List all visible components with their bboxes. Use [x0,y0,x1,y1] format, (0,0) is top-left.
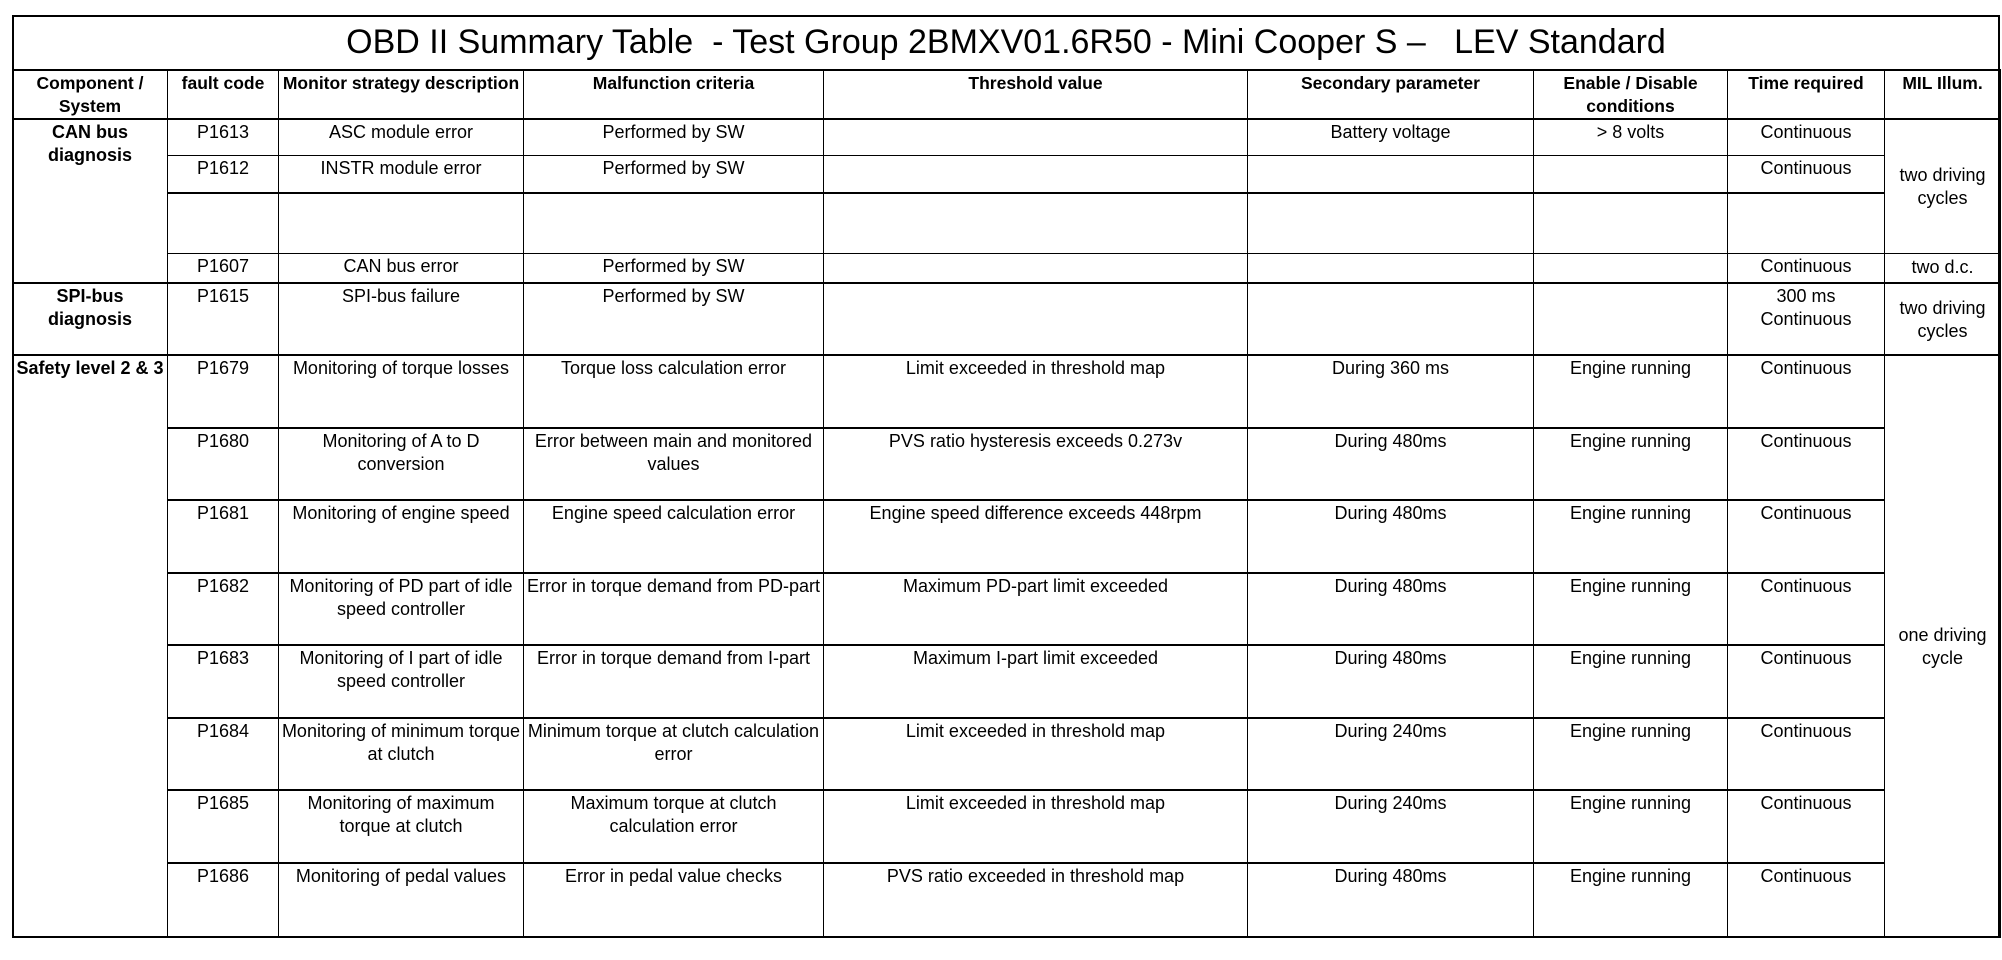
cell-fault-code: P1607 [168,254,279,283]
cell-time-required: Continuous [1728,254,1885,283]
table-row [13,283,2001,356]
mil-can: two driving cycles [1885,119,2001,254]
system-label-safety: Safety level 2 & 3 [13,355,168,937]
cell-enable-conditions [1534,283,1728,356]
table-row [13,718,2001,791]
cell-threshold-value: Maximum PD-part limit exceeded [824,573,1248,646]
cell-fault-code: P1679 [168,355,279,428]
table-row [13,645,2001,718]
cell-enable-conditions: Engine running [1534,355,1728,428]
cell-secondary-parameter: During 480ms [1248,863,1534,938]
cell-secondary-parameter: During 240ms [1248,790,1534,863]
cell-monitor-description: INSTR module error [279,156,524,193]
cell-fault-code: P1613 [168,119,279,156]
table-row [13,156,2001,193]
header-enable-disable: Enable / Disable conditions [1534,70,1728,119]
cell-time-required: Continuous [1728,156,1885,193]
cell-enable-conditions: Engine running [1534,863,1728,938]
table-row [13,573,2001,646]
cell-fault-code: P1612 [168,156,279,193]
cell-threshold-value: Maximum I-part limit exceeded [824,645,1248,718]
header-mil-illum: MIL Illum. [1885,70,2001,119]
cell-fault-code: P1683 [168,645,279,718]
cell-threshold-value [824,119,1248,156]
cell-malfunction-criteria: Error in pedal value checks [524,863,824,938]
cell-malfunction-criteria: Error in torque demand from PD-part [524,573,824,646]
cell-secondary-parameter [1248,254,1534,283]
table-row [13,863,2001,938]
cell-monitor-description: Monitoring of minimum torque at clutch [279,718,524,791]
cell-malfunction-criteria: Torque loss calculation error [524,355,824,428]
cell-time-required: Continuous [1728,573,1885,646]
header-monitor-strategy: Monitor strategy description [279,70,524,119]
cell-enable-conditions: Engine running [1534,718,1728,791]
cell-enable-conditions: > 8 volts [1534,119,1728,156]
table-row [13,500,2001,573]
table-row [13,193,2001,254]
cell-secondary-parameter [1248,156,1534,193]
cell-time-required: Continuous [1728,645,1885,718]
cell-fault-code: P1615 [168,283,279,356]
table-body [13,119,2001,938]
cell-threshold-value [824,254,1248,283]
header-secondary-parameter: Secondary parameter [1248,70,1534,119]
cell-malfunction-criteria: Error in torque demand from I-part [524,645,824,718]
cell-time-required [1728,193,1885,254]
cell-malfunction-criteria: Performed by SW [524,283,824,356]
cell-secondary-parameter [1248,283,1534,356]
mil-safety: one driving cycle [1885,355,2001,937]
cell-enable-conditions: Engine running [1534,500,1728,573]
cell-secondary-parameter: During 480ms [1248,428,1534,501]
cell-enable-conditions: Engine running [1534,573,1728,646]
header-row [13,70,2001,119]
cell-time-required: Continuous [1728,718,1885,791]
cell-time-required: Continuous [1728,355,1885,428]
table-row [13,355,2001,428]
header-malfunction-criteria: Malfunction criteria [524,70,824,119]
table-row [13,428,2001,501]
cell-malfunction-criteria: Minimum torque at clutch calculation error [524,718,824,791]
cell-malfunction-criteria: Performed by SW [524,119,824,156]
cell-monitor-description: CAN bus error [279,254,524,283]
cell-malfunction-criteria: Performed by SW [524,254,824,283]
cell-monitor-description: Monitoring of torque losses [279,355,524,428]
cell-time-required: Continuous [1728,119,1885,156]
cell-monitor-description: ASC module error [279,119,524,156]
cell-monitor-description: Monitoring of pedal values [279,863,524,938]
table-row [13,119,2001,156]
header-threshold-value: Threshold value [824,70,1248,119]
cell-secondary-parameter: Battery voltage [1248,119,1534,156]
cell-enable-conditions [1534,193,1728,254]
cell-threshold-value [824,193,1248,254]
cell-enable-conditions: Engine running [1534,790,1728,863]
cell-secondary-parameter: During 480ms [1248,500,1534,573]
cell-malfunction-criteria: Maximum torque at clutch calculation error [524,790,824,863]
cell-time-required: Continuous [1728,790,1885,863]
cell-time-required: Continuous [1728,863,1885,938]
cell-malfunction-criteria: Engine speed calculation error [524,500,824,573]
cell-threshold-value [824,283,1248,356]
cell-malfunction-criteria: Performed by SW [524,156,824,193]
cell-fault-code: P1685 [168,790,279,863]
cell-enable-conditions [1534,156,1728,193]
obd-summary-table [12,69,2001,938]
cell-secondary-parameter [1248,193,1534,254]
cell-enable-conditions [1534,254,1728,283]
cell-malfunction-criteria [524,193,824,254]
cell-threshold-value: PVS ratio exceeded in threshold map [824,863,1248,938]
cell-threshold-value: PVS ratio hysteresis exceeds 0.273v [824,428,1248,501]
cell-secondary-parameter: During 480ms [1248,645,1534,718]
cell-secondary-parameter: During 360 ms [1248,355,1534,428]
cell-fault-code: P1680 [168,428,279,501]
header-fault-code: fault code [168,70,279,119]
table-row [13,790,2001,863]
table-row [13,254,2001,283]
cell-fault-code: P1684 [168,718,279,791]
cell-time-required: Continuous [1728,428,1885,501]
cell-threshold-value: Limit exceeded in threshold map [824,790,1248,863]
cell-monitor-description: Monitoring of I part of idle speed controller [279,645,524,718]
cell-secondary-parameter: During 240ms [1248,718,1534,791]
cell-fault-code: P1681 [168,500,279,573]
cell-fault-code [168,193,279,254]
mil-can-2: two d.c. [1885,254,2001,283]
table-title: OBD II Summary Table - Test Group 2BMXV01.6R50 - Mini Cooper S – LEV Standard [346,23,1666,61]
cell-threshold-value: Limit exceeded in threshold map [824,355,1248,428]
cell-malfunction-criteria: Error between main and monitored values [524,428,824,501]
cell-monitor-description [279,193,524,254]
cell-secondary-parameter: During 480ms [1248,573,1534,646]
cell-threshold-value: Engine speed difference exceeds 448rpm [824,500,1248,573]
cell-fault-code: P1686 [168,863,279,938]
cell-enable-conditions: Engine running [1534,645,1728,718]
system-label-spi: SPI-bus diagnosis [13,283,168,356]
cell-monitor-description: Monitoring of A to D conversion [279,428,524,501]
cell-monitor-description: Monitoring of maximum torque at clutch [279,790,524,863]
cell-fault-code: P1682 [168,573,279,646]
cell-monitor-description: Monitoring of engine speed [279,500,524,573]
header-component: Component / System [13,70,168,119]
cell-enable-conditions: Engine running [1534,428,1728,501]
cell-monitor-description: Monitoring of PD part of idle speed controller [279,573,524,646]
mil-spi: two driving cycles [1885,283,2001,356]
cell-monitor-description: SPI-bus failure [279,283,524,356]
cell-threshold-value [824,156,1248,193]
cell-threshold-value: Limit exceeded in threshold map [824,718,1248,791]
cell-time-required: Continuous [1728,500,1885,573]
cell-time-required: 300 ms Continuous [1728,283,1885,356]
system-label-can: CAN bus diagnosis [13,119,168,283]
header-time-required: Time required [1728,70,1885,119]
